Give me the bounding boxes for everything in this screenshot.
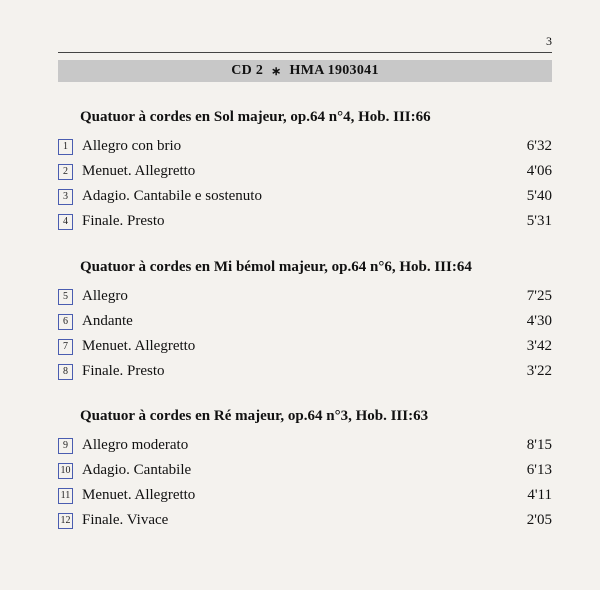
track-duration: 8'15 (526, 437, 552, 453)
quartet-section (58, 256, 552, 384)
track-row[interactable] (58, 134, 552, 159)
track-row[interactable] (58, 458, 552, 483)
track-number: 8 (58, 364, 73, 380)
track-number: 5 (58, 289, 73, 305)
track-duration: 4'30 (526, 313, 552, 329)
track-title: Finale. Presto (82, 363, 165, 379)
track-title: Allegro moderato (82, 437, 189, 453)
track-number: 10 (58, 463, 73, 479)
track-number: 9 (58, 438, 73, 454)
track-duration: 3'22 (526, 363, 552, 379)
track-number: 11 (58, 488, 73, 504)
quartet-section (58, 106, 552, 234)
track-duration: 3'42 (526, 338, 552, 354)
cd-label: CD 2 (231, 63, 264, 78)
track-number: 12 (58, 513, 73, 529)
track-number: 6 (58, 314, 73, 330)
cd-banner (58, 60, 552, 82)
track-row[interactable] (58, 209, 552, 234)
track-title: Menuet. Allegretto (82, 338, 196, 354)
track-title: Adagio. Cantabile (82, 462, 192, 478)
track-row[interactable] (58, 359, 552, 384)
track-number: 7 (58, 339, 73, 355)
quartet-title: Quatuor à cordes en Sol majeur, op.64 n°4, Hob. III:66 (80, 109, 431, 125)
track-title: Menuet. Allegretto (82, 487, 196, 503)
track-number: 1 (58, 139, 73, 155)
track-title: Adagio. Cantabile e sostenuto (82, 188, 262, 204)
track-duration: 5'40 (526, 188, 552, 204)
track-row[interactable] (58, 483, 552, 508)
track-duration: 6'32 (526, 138, 552, 154)
track-row[interactable] (58, 159, 552, 184)
quartet-section (58, 405, 552, 533)
track-duration: 2'05 (526, 512, 552, 528)
track-row[interactable] (58, 334, 552, 359)
quartet-title: Quatuor à cordes en Mi bémol majeur, op.64 n°6, Hob. III:64 (80, 259, 472, 275)
track-duration: 4'06 (526, 163, 552, 179)
separator-star: ∗ (271, 63, 282, 78)
track-duration: 7'25 (526, 288, 552, 304)
catalog-number: HMA 1903041 (289, 63, 379, 78)
track-title: Allegro con brio (82, 138, 182, 154)
track-row[interactable] (58, 284, 552, 309)
track-title: Andante (82, 313, 133, 329)
track-number: 4 (58, 214, 73, 230)
track-duration: 5'31 (526, 213, 552, 229)
track-title: Allegro (82, 288, 128, 304)
track-row[interactable] (58, 433, 552, 458)
page-number: 3 (546, 34, 552, 48)
track-number: 3 (58, 189, 73, 205)
track-row[interactable] (58, 309, 552, 334)
track-title: Finale. Vivace (82, 512, 169, 528)
track-duration: 6'13 (526, 462, 552, 478)
track-row[interactable] (58, 184, 552, 209)
quartet-title: Quatuor à cordes en Ré majeur, op.64 n°3, Hob. III:63 (80, 408, 429, 424)
track-title: Menuet. Allegretto (82, 163, 196, 179)
track-duration: 4'11 (527, 487, 552, 503)
track-title: Finale. Presto (82, 213, 165, 229)
top-rule (58, 52, 552, 53)
track-row[interactable] (58, 508, 552, 533)
track-number: 2 (58, 164, 73, 180)
